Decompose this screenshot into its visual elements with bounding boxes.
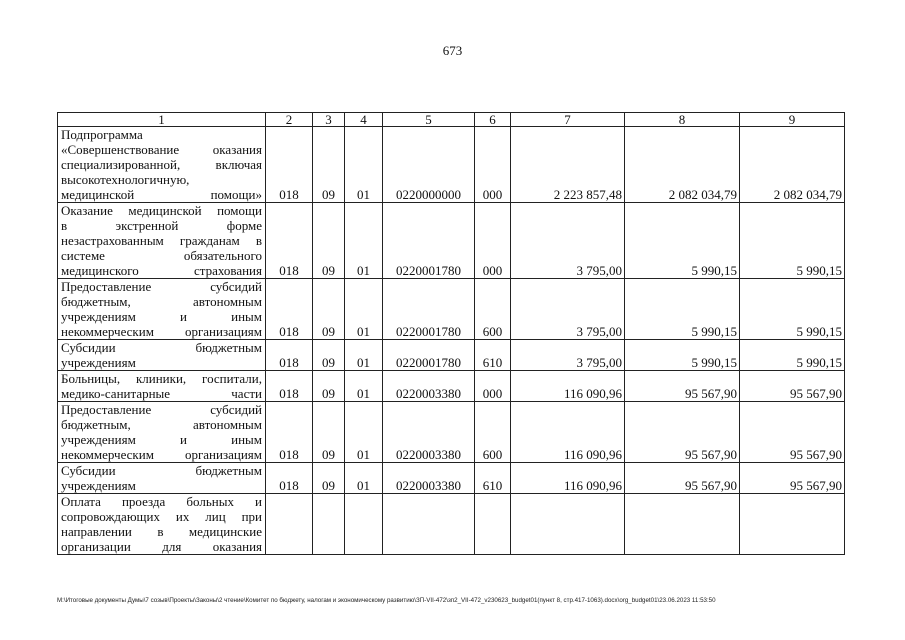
cell-col-7: 3 795,00 (511, 279, 625, 340)
budget-item-name-line: в экстренной форме (61, 218, 262, 233)
cell-col-3: 09 (313, 463, 345, 494)
cell-col-8: 95 567,90 (625, 371, 740, 402)
cell-col-8: 5 990,15 (625, 203, 740, 279)
file-path-footer: M:\Итоговые документы Думы\7 созыв\Проекты\Законы\2 чтение\Комитет по бюджету, налогам и экономическому развитию\ЗП-VII-472\зп2_VII-472_v230623_budget01(пункт 8, стр.417-1063).docx\org_budget01\23.06.2023 11:53:50 (57, 597, 716, 604)
page-number: 673 (442, 43, 463, 58)
cell-col-5: 0220000000 (383, 127, 475, 203)
cell-col-4: 01 (345, 279, 383, 340)
table-row (58, 371, 845, 402)
cell-col-3: 09 (313, 402, 345, 463)
cell-col-5: 0220003380 (383, 371, 475, 402)
cell-col-5 (383, 494, 475, 555)
cell-col-9: 2 082 034,79 (740, 127, 845, 203)
budget-item-name (58, 463, 266, 494)
cell-col-3: 09 (313, 203, 345, 279)
budget-item-name-line: медицинской помощи» (61, 187, 262, 202)
budget-item-name (58, 203, 266, 279)
table-row (58, 494, 845, 555)
cell-col-4: 01 (345, 371, 383, 402)
column-number: 5 (383, 113, 475, 127)
column-number: 7 (511, 113, 625, 127)
cell-col-4 (345, 494, 383, 555)
cell-col-4: 01 (345, 127, 383, 203)
cell-col-9: 5 990,15 (740, 340, 845, 371)
cell-col-2: 018 (266, 371, 313, 402)
cell-col-8 (625, 494, 740, 555)
cell-col-9: 5 990,15 (740, 203, 845, 279)
budget-item-name-line: Субсидии бюджетным (61, 463, 262, 478)
column-number: 3 (313, 113, 345, 127)
budget-item-name (58, 127, 266, 203)
budget-item-name (58, 279, 266, 340)
budget-item-name-line: бюджетным, автономным (61, 417, 262, 432)
cell-col-3: 09 (313, 371, 345, 402)
budget-item-name-line: «Совершенствование оказания (61, 142, 262, 157)
cell-col-7: 2 223 857,48 (511, 127, 625, 203)
cell-col-5: 0220001780 (383, 279, 475, 340)
budget-item-name-line: некоммерческим организациям (61, 324, 262, 339)
budget-item-name-line: системе обязательного (61, 248, 262, 263)
cell-col-4: 01 (345, 463, 383, 494)
cell-col-7: 116 090,96 (511, 463, 625, 494)
cell-col-8: 5 990,15 (625, 279, 740, 340)
budget-item-name-line: некоммерческим организациям (61, 447, 262, 462)
column-number: 9 (740, 113, 845, 127)
budget-item-name-line: Подпрограмма (61, 127, 143, 142)
cell-col-3: 09 (313, 127, 345, 203)
budget-item-name-line: Предоставление субсидий (61, 402, 262, 417)
cell-col-7: 3 795,00 (511, 203, 625, 279)
cell-col-2 (266, 494, 313, 555)
cell-col-7: 116 090,96 (511, 402, 625, 463)
budget-item-name-line: направлении в медицинские (61, 524, 262, 539)
budget-item-name (58, 371, 266, 402)
column-number: 1 (58, 113, 266, 127)
cell-col-6: 600 (475, 279, 511, 340)
budget-item-name-line: Больницы, клиники, госпитали, (61, 371, 262, 386)
cell-col-6: 000 (475, 127, 511, 203)
cell-col-5: 0220003380 (383, 402, 475, 463)
budget-item-name-line: бюджетным, автономным (61, 294, 262, 309)
cell-col-4: 01 (345, 340, 383, 371)
table-row (58, 463, 845, 494)
table-row (58, 127, 845, 203)
budget-item-name-line: учреждениям и иным (61, 432, 262, 447)
column-number: 6 (475, 113, 511, 127)
cell-col-3 (313, 494, 345, 555)
cell-col-8: 95 567,90 (625, 463, 740, 494)
cell-col-2: 018 (266, 402, 313, 463)
cell-col-2: 018 (266, 127, 313, 203)
cell-col-2: 018 (266, 463, 313, 494)
cell-col-6: 000 (475, 203, 511, 279)
column-number: 8 (625, 113, 740, 127)
cell-col-2: 018 (266, 279, 313, 340)
cell-col-4: 01 (345, 402, 383, 463)
column-number-row (58, 113, 845, 127)
budget-item-name (58, 494, 266, 555)
budget-item-name-line: высокотехнологичную, (61, 172, 190, 187)
table-row (58, 279, 845, 340)
cell-col-6: 600 (475, 402, 511, 463)
column-number: 2 (266, 113, 313, 127)
budget-item-name-line: учреждениям (61, 478, 136, 493)
cell-col-6: 000 (475, 371, 511, 402)
budget-item-name-line: специализированной, включая (61, 157, 262, 172)
budget-item-name (58, 402, 266, 463)
column-number: 4 (345, 113, 383, 127)
cell-col-9 (740, 494, 845, 555)
cell-col-5: 0220001780 (383, 203, 475, 279)
cell-col-8: 2 082 034,79 (625, 127, 740, 203)
cell-col-5: 0220001780 (383, 340, 475, 371)
budget-item-name-line: Оплата проезда больных и (61, 494, 262, 509)
cell-col-6: 610 (475, 463, 511, 494)
cell-col-4: 01 (345, 203, 383, 279)
cell-col-7: 116 090,96 (511, 371, 625, 402)
cell-col-9: 5 990,15 (740, 279, 845, 340)
cell-col-6 (475, 494, 511, 555)
table-row (58, 402, 845, 463)
budget-item-name-line: медицинского страхования (61, 263, 262, 278)
table-row (58, 203, 845, 279)
cell-col-7 (511, 494, 625, 555)
budget-item-name-line: медико-санитарные части (61, 386, 262, 401)
cell-col-9: 95 567,90 (740, 402, 845, 463)
cell-col-6: 610 (475, 340, 511, 371)
budget-item-name-line: учреждениям (61, 355, 136, 370)
cell-col-7: 3 795,00 (511, 340, 625, 371)
cell-col-2: 018 (266, 203, 313, 279)
cell-col-3: 09 (313, 279, 345, 340)
budget-item-name-line: организации для оказания (61, 539, 262, 554)
cell-col-8: 5 990,15 (625, 340, 740, 371)
cell-col-5: 0220003380 (383, 463, 475, 494)
budget-item-name-line: Оказание медицинской помощи (61, 203, 262, 218)
budget-item-name-line: сопровождающих их лиц при (61, 509, 262, 524)
budget-item-name-line: Субсидии бюджетным (61, 340, 262, 355)
budget-item-name-line: Предоставление субсидий (61, 279, 262, 294)
table-row (58, 340, 845, 371)
cell-col-2: 018 (266, 340, 313, 371)
cell-col-3: 09 (313, 340, 345, 371)
budget-item-name (58, 340, 266, 371)
budget-table (57, 112, 845, 555)
cell-col-9: 95 567,90 (740, 463, 845, 494)
budget-item-name-line: учреждениям и иным (61, 309, 262, 324)
budget-item-name-line: незастрахованным гражданам в (61, 233, 262, 248)
cell-col-8: 95 567,90 (625, 402, 740, 463)
cell-col-9: 95 567,90 (740, 371, 845, 402)
